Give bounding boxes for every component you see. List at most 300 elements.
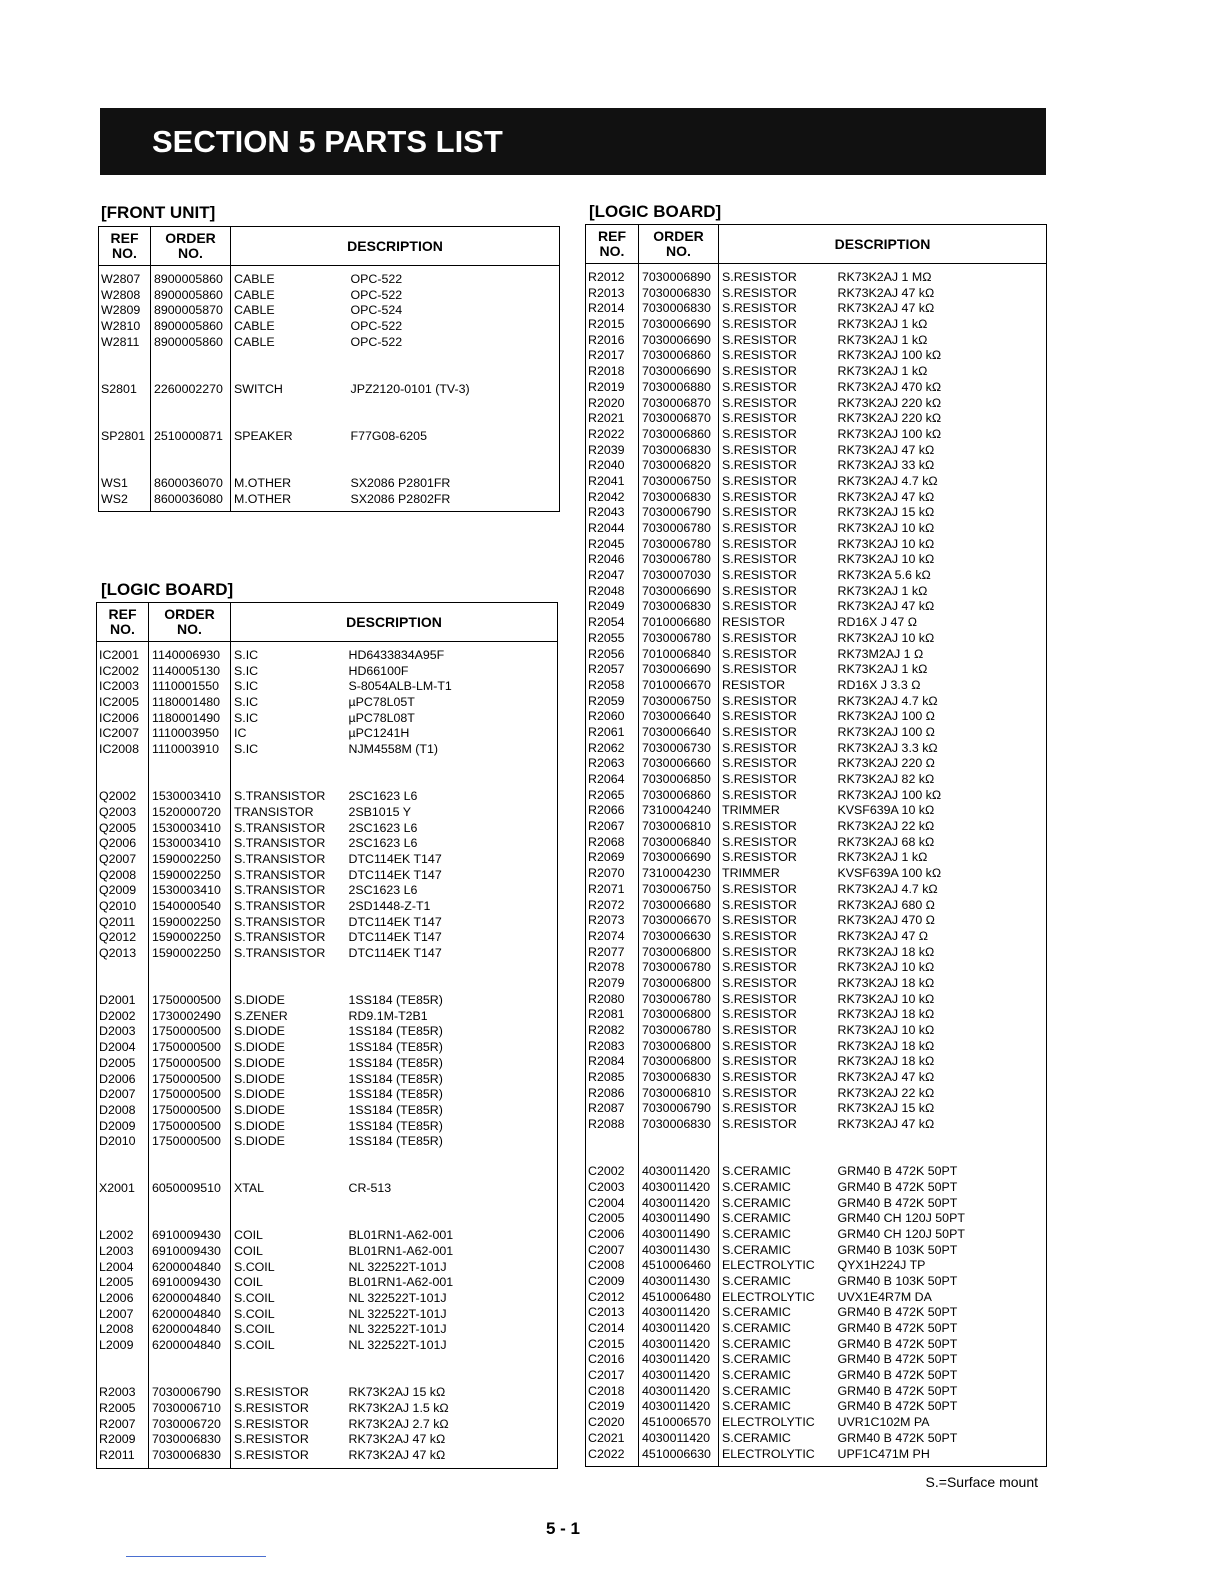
- part-type-cell: S.COIL: [234, 1306, 275, 1321]
- order-no-cell: 7030006860: [639, 427, 719, 443]
- part-type-cell: CABLE: [234, 334, 275, 349]
- ref-no-cell: L2008: [97, 1322, 149, 1338]
- ref-no-cell: R2059: [586, 694, 639, 710]
- table-row: [586, 678, 1047, 694]
- table-row: [586, 1415, 1047, 1431]
- part-model-cell: [347, 977, 558, 993]
- ref-no-cell: D2005: [97, 1056, 149, 1072]
- table-row: [586, 615, 1047, 631]
- ref-no-cell: IC2001: [97, 648, 149, 664]
- table-row: [97, 789, 558, 805]
- ref-no-cell: [97, 1354, 149, 1370]
- part-type-cell: [719, 1133, 836, 1149]
- table-row: [586, 490, 1047, 506]
- part-model-cell: GRM40 B 472K 50PT: [837, 1321, 958, 1336]
- ref-no-cell: R2057: [586, 662, 639, 678]
- table-row: [586, 772, 1047, 788]
- ref-no-cell: R2060: [586, 709, 639, 725]
- table-row: [586, 396, 1047, 412]
- table-row: [586, 1039, 1047, 1055]
- ref-no-cell: Q2005: [97, 821, 149, 837]
- order-no-cell: 1520000720: [149, 805, 231, 821]
- part-model-cell: UPF1C471M PH: [837, 1446, 930, 1461]
- part-model-cell: DTC114EK T147: [348, 867, 442, 882]
- ref-no-cell: [99, 350, 151, 366]
- table-row: [586, 709, 1047, 725]
- ref-no-cell: [99, 460, 151, 476]
- part-type-cell: S.TRANSISTOR: [234, 820, 326, 835]
- table-row: [97, 1181, 558, 1197]
- table-row: [586, 1290, 1047, 1306]
- part-model-cell: RK73K2AJ 2.7 kΩ: [348, 1416, 449, 1431]
- order-no-cell: 7030006830: [639, 490, 719, 506]
- order-no-header: ORDER NO.: [639, 225, 719, 264]
- table-row: [586, 835, 1047, 851]
- ref-no-cell: [97, 1150, 149, 1166]
- ref-no-cell: S2801: [99, 382, 151, 398]
- order-no-cell: 1590002250: [149, 852, 231, 868]
- part-type-cell: S.RESISTOR: [722, 913, 797, 928]
- ref-no-cell: R2017: [586, 348, 639, 364]
- ref-no-cell: R2042: [586, 490, 639, 506]
- ref-no-cell: IC2006: [97, 711, 149, 727]
- table-row: [97, 977, 558, 993]
- part-model-cell: RK73K2AJ 470 Ω: [837, 913, 935, 928]
- ref-no-cell: Q2003: [97, 805, 149, 821]
- part-type-cell: S.RESISTOR: [722, 536, 797, 551]
- ref-no-cell: R2022: [586, 427, 639, 443]
- part-model-cell: RK73K2AJ 10 kΩ: [837, 630, 935, 645]
- part-model-cell: 1SS184 (TE85R): [348, 1087, 443, 1102]
- ref-no-cell: R2065: [586, 788, 639, 804]
- part-type-cell: S.RESISTOR: [722, 693, 797, 708]
- part-type-cell: [231, 460, 349, 476]
- order-no-cell: 7030006830: [149, 1432, 231, 1448]
- ref-no-cell: R2081: [586, 1007, 639, 1023]
- part-model-cell: UVR1C102M PA: [837, 1415, 930, 1430]
- part-model-cell: RK73K2AJ 47 Ω: [837, 928, 929, 943]
- order-no-cell: 7030006810: [639, 819, 719, 835]
- table-row: [97, 773, 558, 789]
- table-row: [99, 303, 560, 319]
- ref-no-cell: R2021: [586, 411, 639, 427]
- ref-no-cell: L2003: [97, 1244, 149, 1260]
- table-row: [586, 1133, 1047, 1149]
- table-row: [97, 1354, 558, 1370]
- part-type-cell: SWITCH: [234, 381, 283, 396]
- part-type-cell: S.RESISTOR: [722, 834, 797, 849]
- part-type-cell: S.COIL: [234, 1291, 275, 1306]
- part-model-cell: RK73K2AJ 3.3 kΩ: [837, 740, 938, 755]
- order-no-cell: 4030011430: [639, 1243, 719, 1259]
- ref-no-cell: C2016: [586, 1352, 639, 1368]
- ref-no-cell: [99, 366, 151, 382]
- ref-no-cell: R2058: [586, 678, 639, 694]
- part-model-cell: RD16X J 3.3 Ω: [837, 677, 921, 692]
- table-row: [97, 1228, 558, 1244]
- part-type-cell: CABLE: [234, 319, 275, 334]
- table-row: [586, 1211, 1047, 1227]
- ref-no-cell: [97, 1166, 149, 1182]
- order-no-cell: [149, 962, 231, 978]
- part-model-cell: RK73K2AJ 47 kΩ: [837, 599, 935, 614]
- part-model-cell: JPZ2120-0101 (TV-3): [350, 381, 470, 396]
- part-model-cell: 1SS184 (TE85R): [348, 1071, 443, 1086]
- part-model-cell: CR-513: [348, 1181, 392, 1196]
- part-type-cell: S.COIL: [234, 1259, 275, 1274]
- table-row: [99, 445, 560, 461]
- part-type-cell: S.RESISTOR: [722, 819, 797, 834]
- ref-no-cell: D2007: [97, 1087, 149, 1103]
- ref-no-cell: R2044: [586, 521, 639, 537]
- part-type-cell: S.TRANSISTOR: [234, 898, 326, 913]
- table-row: [586, 1399, 1047, 1415]
- part-model-cell: RK73K2AJ 47 kΩ: [837, 285, 935, 300]
- table-row: [97, 962, 558, 978]
- part-model-cell: SX2086 P2802FR: [350, 491, 451, 506]
- table-row: [586, 301, 1047, 317]
- part-type-cell: S.RESISTOR: [722, 521, 797, 535]
- part-model-cell: RK73K2AJ 4.7 kΩ: [837, 473, 938, 488]
- ref-no-cell: R2041: [586, 474, 639, 490]
- part-model-cell: [347, 758, 558, 774]
- ref-no-cell: C2008: [586, 1258, 639, 1274]
- table-row: [97, 836, 558, 852]
- order-no-cell: 8900005860: [151, 319, 231, 335]
- order-no-cell: 7030006870: [639, 396, 719, 412]
- ref-no-cell: [97, 1369, 149, 1385]
- table-row: [586, 850, 1047, 866]
- part-model-cell: GRM40 CH 120J 50PT: [837, 1211, 965, 1226]
- order-no-cell: 7030006830: [149, 1448, 231, 1464]
- ref-no-cell: WS1: [99, 476, 151, 492]
- order-no-cell: 7030006830: [639, 1117, 719, 1133]
- part-type-cell: ELECTROLYTIC: [722, 1258, 815, 1273]
- part-model-cell: [349, 366, 560, 382]
- part-model-cell: RK73K2AJ 47 kΩ: [837, 301, 935, 316]
- description-header: DESCRIPTION: [231, 603, 558, 642]
- part-model-cell: 2SB1015 Y: [348, 804, 411, 819]
- ref-no-cell: C2013: [586, 1305, 639, 1321]
- part-type-cell: S.RESISTOR: [722, 787, 797, 802]
- table-row: [586, 756, 1047, 772]
- ref-no-cell: C2003: [586, 1180, 639, 1196]
- ref-no-cell: R2018: [586, 364, 639, 380]
- part-model-cell: RK73K2AJ 4.7 kΩ: [837, 881, 938, 896]
- part-model-cell: F77G08-6205: [350, 428, 427, 443]
- order-no-cell: 6910009430: [149, 1275, 231, 1291]
- table-row: [97, 695, 558, 711]
- part-model-cell: RK73K2AJ 22 kΩ: [837, 1085, 935, 1100]
- ref-no-cell: D2010: [97, 1134, 149, 1150]
- table-row: [586, 898, 1047, 914]
- part-type-cell: COIL: [234, 1275, 263, 1290]
- ref-no-cell: IC2007: [97, 726, 149, 742]
- part-type-cell: S.IC: [234, 695, 259, 710]
- table-row: [586, 819, 1047, 835]
- order-no-cell: 8600036080: [151, 492, 231, 508]
- ref-no-cell: C2014: [586, 1321, 639, 1337]
- part-type-cell: TRIMMER: [722, 803, 780, 818]
- part-type-cell: [231, 350, 349, 366]
- ref-no-cell: C2020: [586, 1415, 639, 1431]
- part-type-cell: S.IC: [234, 710, 259, 725]
- order-no-cell: 6910009430: [149, 1244, 231, 1260]
- order-no-cell: 4510006480: [639, 1290, 719, 1306]
- order-no-cell: 7030006750: [639, 694, 719, 710]
- part-type-cell: S.RESISTOR: [722, 348, 797, 363]
- part-type-cell: S.IC: [234, 679, 259, 694]
- table-row: [586, 333, 1047, 349]
- table-row: [586, 945, 1047, 961]
- table-row: [586, 662, 1047, 678]
- part-type-cell: S.RESISTOR: [722, 285, 797, 300]
- table-row: [586, 411, 1047, 427]
- part-type-cell: COIL: [234, 1228, 263, 1243]
- order-no-cell: 1110001550: [149, 679, 231, 695]
- ref-no-cell: R2049: [586, 599, 639, 615]
- order-no-cell: 7030006800: [639, 1007, 719, 1023]
- part-type-cell: S.RESISTOR: [722, 756, 797, 771]
- part-model-cell: 1SS184 (TE85R): [348, 993, 443, 1008]
- table-row: [97, 930, 558, 946]
- ref-no-cell: R2045: [586, 537, 639, 553]
- order-no-cell: [149, 758, 231, 774]
- order-no-cell: 8600036070: [151, 476, 231, 492]
- ref-no-cell: R2083: [586, 1039, 639, 1055]
- table-row: [97, 664, 558, 680]
- part-type-cell: S.RESISTOR: [722, 991, 797, 1006]
- order-no-cell: 4030011420: [639, 1384, 719, 1400]
- part-model-cell: [347, 1166, 558, 1182]
- table-row: [586, 427, 1047, 443]
- logic-board-table-right: [585, 224, 1047, 1467]
- order-no-cell: 1750000500: [149, 1134, 231, 1150]
- part-type-cell: S.RESISTOR: [234, 1416, 309, 1431]
- order-no-cell: 7030006800: [639, 1039, 719, 1055]
- order-no-cell: [149, 1369, 231, 1385]
- part-type-cell: S.RESISTOR: [722, 1070, 797, 1085]
- part-type-cell: S.RESISTOR: [722, 709, 797, 724]
- part-type-cell: S.CERAMIC: [722, 1321, 791, 1336]
- part-type-cell: [231, 1166, 347, 1182]
- part-model-cell: GRM40 B 472K 50PT: [837, 1383, 958, 1398]
- ref-no-cell: IC2002: [97, 664, 149, 680]
- ref-no-cell: R2007: [97, 1417, 149, 1433]
- part-model-cell: GRM40 B 103K 50PT: [837, 1242, 958, 1257]
- part-model-cell: RK73K2AJ 10 kΩ: [837, 991, 935, 1006]
- ref-no-cell: R2055: [586, 631, 639, 647]
- table-row: [97, 1197, 558, 1213]
- part-type-cell: S.DIODE: [234, 1102, 285, 1117]
- part-model-cell: RK73K2AJ 1 kΩ: [837, 850, 928, 865]
- order-no-cell: 4030011420: [639, 1196, 719, 1212]
- part-type-cell: S.RESISTOR: [722, 1038, 797, 1053]
- order-no-cell: 7030006780: [639, 521, 719, 537]
- order-no-cell: 1750000500: [149, 1072, 231, 1088]
- order-no-cell: 7030006800: [639, 945, 719, 961]
- part-type-cell: S.RESISTOR: [722, 662, 797, 677]
- ref-no-cell: L2006: [97, 1291, 149, 1307]
- part-model-cell: [347, 1197, 558, 1213]
- table-row: [97, 1103, 558, 1119]
- part-type-cell: [231, 1197, 347, 1213]
- table-row: [97, 1322, 558, 1338]
- table-row: [586, 976, 1047, 992]
- order-no-cell: 7030006820: [639, 458, 719, 474]
- part-model-cell: GRM40 CH 120J 50PT: [837, 1226, 965, 1241]
- ref-no-cell: R2067: [586, 819, 639, 835]
- table-row: [97, 915, 558, 931]
- part-type-cell: S.TRANSISTOR: [234, 914, 326, 929]
- ref-no-cell: [99, 445, 151, 461]
- table-row: [586, 1007, 1047, 1023]
- logic-board-table-left: [96, 602, 558, 1469]
- table-row: [97, 1432, 558, 1448]
- part-type-cell: S.CERAMIC: [722, 1211, 791, 1226]
- part-type-cell: S.TRANSISTOR: [234, 883, 326, 898]
- table-row: [99, 335, 560, 351]
- ref-no-cell: C2015: [586, 1337, 639, 1353]
- part-type-cell: S.RESISTOR: [722, 270, 797, 284]
- part-type-cell: S.RESISTOR: [722, 379, 797, 394]
- ref-no-cell: D2003: [97, 1024, 149, 1040]
- table-row: [586, 1180, 1047, 1196]
- part-model-cell: RK73K2AJ 4.7 kΩ: [837, 693, 938, 708]
- part-type-cell: TRANSISTOR: [234, 804, 314, 819]
- order-no-cell: 7030006780: [639, 1023, 719, 1039]
- table-row: [586, 1148, 1047, 1164]
- part-type-cell: S.DIODE: [234, 1087, 285, 1102]
- table-row: [99, 272, 560, 288]
- order-no-cell: [149, 773, 231, 789]
- ref-no-cell: W2808: [99, 288, 151, 304]
- order-no-cell: 2260002270: [151, 382, 231, 398]
- part-type-cell: [231, 1369, 347, 1385]
- part-model-cell: GRM40 B 472K 50PT: [837, 1368, 958, 1383]
- table-row: [99, 429, 560, 445]
- part-type-cell: S.RESISTOR: [722, 1023, 797, 1037]
- ref-no-cell: [97, 977, 149, 993]
- part-model-cell: [349, 445, 560, 461]
- order-no-cell: 7030006750: [639, 474, 719, 490]
- ref-no-cell: R2078: [586, 960, 639, 976]
- order-no-cell: 4510006460: [639, 1258, 719, 1274]
- ref-no-cell: D2006: [97, 1072, 149, 1088]
- order-no-cell: 1750000500: [149, 1040, 231, 1056]
- order-no-cell: 4030011420: [639, 1368, 719, 1384]
- part-model-cell: RK73K2AJ 100 Ω: [837, 709, 935, 724]
- part-model-cell: NL 322522T-101J: [348, 1291, 447, 1306]
- part-model-cell: RD16X J 47 Ω: [837, 615, 918, 630]
- table-row: [586, 803, 1047, 819]
- order-no-cell: 8900005860: [151, 272, 231, 288]
- table-row: [97, 1150, 558, 1166]
- description-header: DESCRIPTION: [231, 227, 560, 266]
- part-model-cell: RK73K2AJ 18 kΩ: [837, 1054, 935, 1069]
- part-type-cell: [231, 445, 349, 461]
- part-model-cell: RK73K2AJ 47 kΩ: [837, 442, 935, 457]
- part-type-cell: S.RESISTOR: [722, 599, 797, 614]
- part-type-cell: S.DIODE: [234, 1134, 285, 1149]
- ref-no-cell: IC2003: [97, 679, 149, 695]
- part-type-cell: CABLE: [234, 303, 275, 318]
- ref-no-cell: Q2002: [97, 789, 149, 805]
- ref-no-cell: Q2010: [97, 899, 149, 915]
- table-row: [586, 552, 1047, 568]
- table-row: [97, 883, 558, 899]
- part-type-cell: SPEAKER: [234, 428, 293, 443]
- part-model-cell: KVSF639A 10 kΩ: [837, 803, 935, 818]
- part-type-cell: [231, 977, 347, 993]
- bottom-rule: [126, 1556, 266, 1557]
- table-row: [586, 599, 1047, 615]
- order-no-cell: 7030006860: [639, 788, 719, 804]
- order-no-cell: 7030006690: [639, 850, 719, 866]
- part-type-cell: S.CERAMIC: [722, 1242, 791, 1257]
- ref-no-cell: R2084: [586, 1054, 639, 1070]
- part-model-cell: RK73K2AJ 68 kΩ: [837, 834, 935, 849]
- part-type-cell: S.RESISTOR: [722, 928, 797, 943]
- ref-no-cell: Q2012: [97, 930, 149, 946]
- part-model-cell: RD9.1M-T2B1: [348, 1008, 428, 1023]
- order-no-cell: 1180001480: [149, 695, 231, 711]
- part-type-cell: [719, 1148, 836, 1164]
- section-banner: SECTION 5 PARTS LIST: [100, 108, 1046, 175]
- table-row: [97, 1119, 558, 1135]
- part-type-cell: S.CERAMIC: [722, 1226, 791, 1241]
- order-no-cell: 4030011490: [639, 1227, 719, 1243]
- order-no-cell: 7030006890: [639, 270, 719, 286]
- table-row: [586, 1164, 1047, 1180]
- table-row: [586, 913, 1047, 929]
- part-type-cell: RESISTOR: [722, 677, 786, 692]
- order-no-cell: 8900005870: [151, 303, 231, 319]
- part-model-cell: RK73K2AJ 18 kΩ: [837, 944, 935, 959]
- part-model-cell: RK73K2AJ 22 kΩ: [837, 819, 935, 834]
- part-model-cell: BL01RN1-A62-001: [348, 1244, 454, 1258]
- part-type-cell: [231, 1150, 347, 1166]
- part-type-cell: S.TRANSISTOR: [234, 851, 326, 866]
- ref-no-cell: R2062: [586, 741, 639, 757]
- part-model-cell: NJM4558M (T1): [348, 742, 439, 757]
- part-model-cell: RK73K2AJ 100 Ω: [837, 724, 935, 739]
- order-no-cell: 1750000500: [149, 993, 231, 1009]
- table-row: [97, 821, 558, 837]
- part-type-cell: S.RESISTOR: [722, 1085, 797, 1100]
- part-model-cell: RK73K2AJ 18 kΩ: [837, 975, 935, 990]
- table-row: [586, 458, 1047, 474]
- order-no-cell: 1540000540: [149, 899, 231, 915]
- order-no-cell: 7030006790: [639, 505, 719, 521]
- order-no-cell: 7030006780: [639, 631, 719, 647]
- order-no-cell: 7030006860: [639, 348, 719, 364]
- order-no-cell: 7030006800: [639, 976, 719, 992]
- ref-no-cell: R2015: [586, 317, 639, 333]
- part-model-cell: RK73K2AJ 10 kΩ: [837, 521, 935, 535]
- order-no-cell: 1590002250: [149, 868, 231, 884]
- ref-no-cell: [97, 773, 149, 789]
- ref-no-cell: [99, 397, 151, 413]
- order-no-cell: 7030006690: [639, 662, 719, 678]
- part-model-cell: RK73K2AJ 220 kΩ: [837, 395, 942, 410]
- part-type-cell: S.RESISTOR: [234, 1400, 309, 1415]
- part-type-cell: [231, 413, 349, 429]
- table-row: [97, 1087, 558, 1103]
- ref-no-cell: R2014: [586, 301, 639, 317]
- ref-no-header: REF NO.: [97, 603, 149, 642]
- logic-board-title-right: [LOGIC BOARD]: [589, 202, 722, 221]
